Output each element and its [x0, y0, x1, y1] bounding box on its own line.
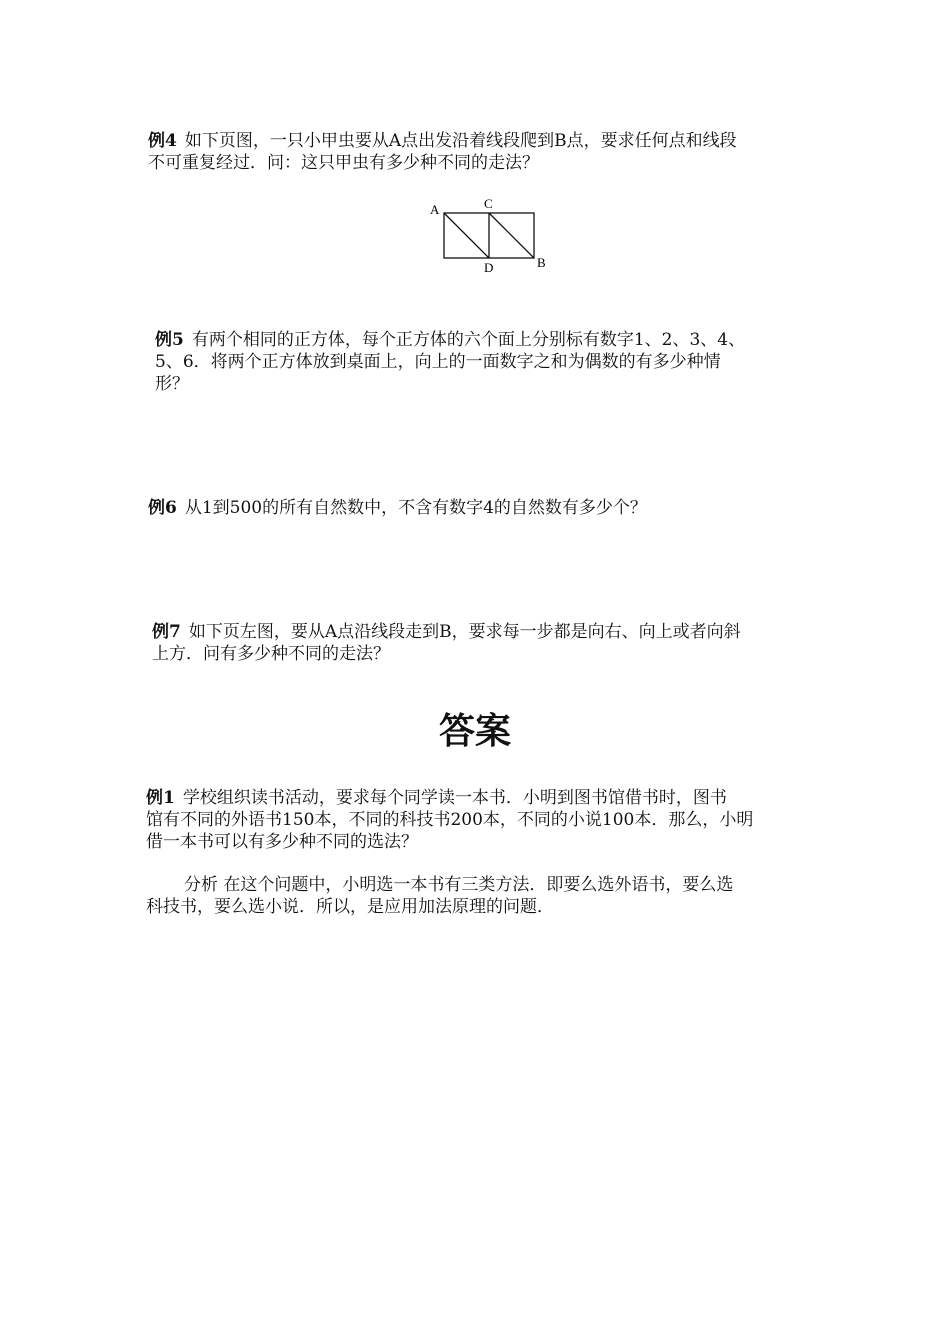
answer-title: 答案	[438, 711, 511, 752]
example-7	[152, 621, 741, 665]
example-7-label: 例7	[152, 622, 181, 642]
point-a-label: A	[430, 202, 440, 217]
example-5-line-1: 有两个相同的正方体，每个正方体的六个面上分别标有数字1、2、3、4、	[191, 330, 746, 350]
point-c-label: C	[484, 196, 493, 211]
example-7-line-2: 上方．问有多少种不同的走法？	[152, 644, 390, 664]
example-4-line-1: 如下页图，一只小甲虫要从A点出发沿着线段爬到B点，要求任何点和线段	[184, 131, 737, 151]
example-6	[148, 497, 647, 519]
example-5-line-3: 形？	[155, 374, 189, 394]
example-5-line-2: 5、6．将两个正方体放到桌面上，向上的一面数字之和为偶数的有多少种情	[155, 352, 721, 372]
example-7-line-1: 如下页左图，要从A点沿线段走到B，要求每一步都是向右、向上或者向斜	[188, 622, 741, 642]
example-6-label: 例6	[148, 498, 177, 518]
analysis-line-1: 分析 在这个问题中，小明选一本书有三类方法．即要么选外语书，要么选	[184, 875, 734, 895]
answer-example-1	[146, 787, 753, 853]
answer-example-1-line-2: 馆有不同的外语书150本，不同的科技书200本，不同的小说100本．那么，小明	[146, 810, 754, 830]
diagram-right-diagonal	[489, 213, 534, 258]
diagram-left-diagonal	[444, 213, 489, 258]
point-b-label: B	[537, 255, 546, 270]
answer-example-1-line-3: 借一本书可以有多少种不同的选法？	[146, 832, 418, 852]
example-6-line-1: 从1到500的所有自然数中，不含有数字4的自然数有多少个？	[184, 498, 647, 518]
example-4-line-2: 不可重复经过．问：这只甲虫有多少种不同的走法？	[148, 153, 539, 173]
point-d-label: D	[484, 260, 494, 275]
path-diagram	[420, 195, 560, 280]
answer-example-1-line-1: 学校组织读书活动，要求每个同学读一本书．小明到图书馆借书时，图书	[182, 788, 727, 808]
example-4	[148, 130, 737, 174]
example-5-label: 例5	[155, 330, 184, 350]
example-4-label: 例4	[148, 131, 177, 151]
answer-example-1-label: 例1	[146, 788, 175, 808]
analysis-line-2: 科技书，要么选小说．所以，是应用加法原理的问题．	[146, 897, 554, 917]
analysis	[146, 874, 733, 918]
example-5	[155, 329, 745, 395]
